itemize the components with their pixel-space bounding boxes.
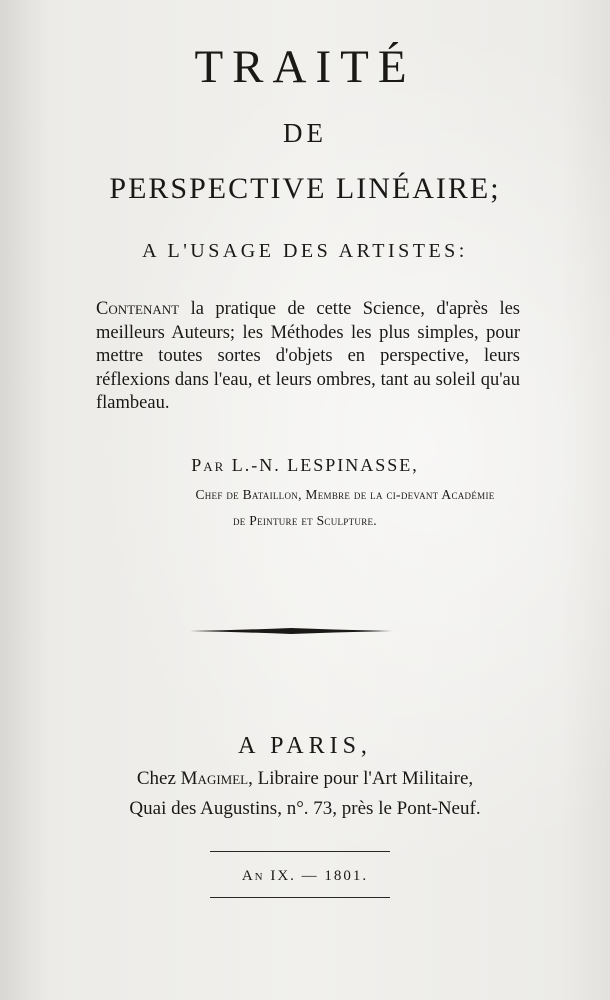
book-subtitle: PERSPECTIVE LINÉAIRE; [109, 172, 501, 205]
description-paragraph [96, 298, 520, 416]
divider-top [210, 851, 390, 852]
author-line: Par L.-N. LESPINASSE, [191, 455, 419, 475]
book-title: TRAITÉ [194, 41, 416, 93]
author-rank-line-2: de Peinture et Sculpture. [232, 513, 377, 528]
imprint-publisher [0, 768, 610, 790]
publisher-suffix: , Libraire pour l'Art Militaire, [248, 768, 474, 789]
description-text: la pratique de cette Science, d'après les meilleurs Auteurs; les Méthodes les plus simples, pour mettre toutes sortes d'objets en perspective, leurs réflexions dans l'eau, et leurs ombres, tant au soleil qu'au flambeau. [96, 299, 520, 413]
publisher-name: Magimel [180, 768, 249, 789]
ornamental-rule [190, 627, 392, 635]
author-rank-line-1: Chef de Bataillon, Membre de la ci-devant Académie [195, 487, 495, 502]
audience-line: A L'USAGE DES ARTISTES: [142, 240, 468, 262]
imprint-address: Quai des Augustins, n°. 73, près le Pont-Neuf. [129, 798, 481, 819]
description-lead: Contenant [96, 299, 180, 319]
imprint-date: An IX. — 1801. [241, 868, 369, 884]
divider-bottom [210, 897, 390, 898]
imprint-place: A PARIS, [238, 733, 372, 759]
title-preposition: DE [283, 118, 327, 148]
publisher-prefix: Chez [136, 768, 181, 789]
